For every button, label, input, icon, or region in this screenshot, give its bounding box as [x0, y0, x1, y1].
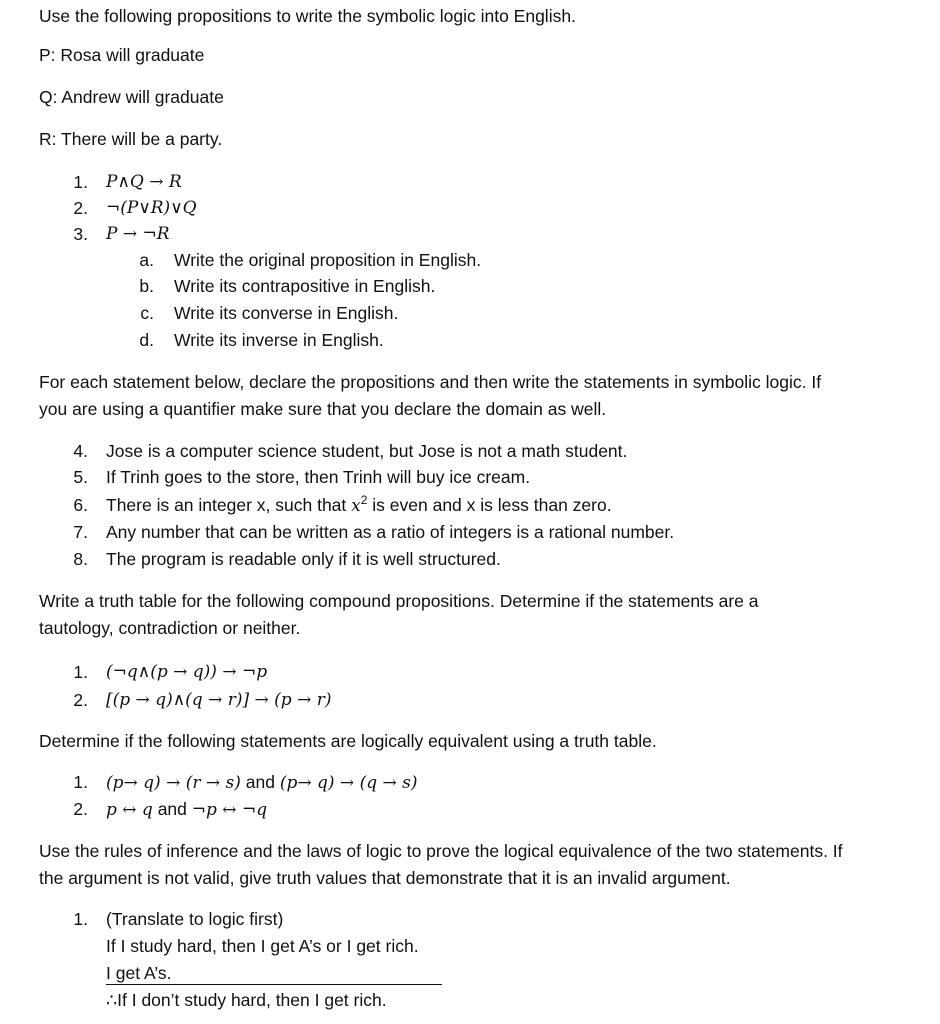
logic-expression: [(p → q)∧(q → r)] → (p → r): [106, 690, 332, 710]
list-number: 7.: [73, 522, 88, 542]
section5-heading-line1: Use the rules of inference and the laws of logic to prove the logical equivalence of the two statements. If: [39, 841, 843, 861]
section2-heading-line2: you are using a quantifier make sure that you declare the domain as well.: [39, 399, 607, 419]
list-number: 1.: [73, 909, 88, 929]
list-number: 1.: [73, 172, 88, 192]
statement-text: Any number that can be written as a ratio of integers is a rational number.: [106, 522, 675, 542]
sub-item-label: d.: [139, 330, 154, 350]
equivalence-pair: (p→ q) → (r → s) and (p→ q) → (q → s): [106, 772, 418, 793]
equivalence-pair: p ↔ q and ¬p ↔ ¬q: [106, 799, 268, 820]
list-number: 1.: [73, 662, 88, 682]
statement-text: Jose is a computer science student, but Jose is not a math student.: [106, 441, 628, 461]
section2-heading-line1: For each statement below, declare the propositions and then write the statements in symbolic logic. If: [39, 372, 822, 392]
list-number: 2.: [73, 799, 88, 819]
section4-heading: Determine if the following statements are logically equivalent using a truth table.: [39, 731, 657, 751]
logic-expression: P → ¬R: [106, 224, 170, 244]
intro-heading: Use the following propositions to write the symbolic logic into English.: [39, 6, 576, 26]
section5-heading-line2: the argument is not valid, give truth values that demonstrate that it is an invalid argument.: [39, 868, 731, 888]
statement-text: If Trinh goes to the store, then Trinh will buy ice cream.: [106, 467, 531, 487]
statement-text: The program is readable only if it is well structured.: [106, 549, 501, 569]
sub-item-text: Write the original proposition in English.: [174, 250, 482, 270]
argument-line: (Translate to logic first): [106, 909, 284, 929]
proposition-q: Q: Andrew will graduate: [39, 87, 224, 107]
list-number: 3.: [73, 224, 88, 244]
list-number: 1.: [73, 772, 88, 792]
argument-premise: If I study hard, then I get A’s or I get rich.: [106, 936, 419, 956]
list-number: 8.: [73, 549, 88, 569]
list-number: 6.: [73, 495, 88, 515]
sub-item-text: Write its contrapositive in English.: [174, 276, 436, 296]
list-number: 2.: [73, 198, 88, 218]
sub-item-label: a.: [139, 250, 154, 270]
statement-text-with-exponent: There is an integer x, such that $x^2$ is even and x is less than zero.: [106, 493, 612, 516]
sub-item-label: c.: [140, 303, 154, 323]
sub-item-text: Write its converse in English.: [174, 303, 399, 323]
section3-heading-line2: tautology, contradiction or neither.: [39, 618, 301, 638]
logic-expression: ¬(P∨R)∨Q: [106, 198, 197, 218]
list-number: 2.: [73, 690, 88, 710]
list-number: 5.: [73, 467, 88, 487]
proposition-p: P: Rosa will graduate: [39, 45, 205, 65]
proposition-r: R: There will be a party.: [39, 129, 223, 149]
sub-item-label: b.: [139, 276, 154, 296]
logic-expression: P∧Q → R: [106, 172, 182, 192]
list-number: 4.: [73, 441, 88, 461]
logic-expression: (¬q∧(p → q)) → ¬p: [106, 662, 268, 682]
section3-heading-line1: Write a truth table for the following compound propositions. Determine if the statements are a: [39, 591, 759, 611]
argument-conclusion: ∴If I don’t study hard, then I get rich.: [106, 990, 387, 1010]
sub-item-text: Write its inverse in English.: [174, 330, 384, 350]
argument-premise-underlined: I get A’s.: [106, 960, 442, 987]
